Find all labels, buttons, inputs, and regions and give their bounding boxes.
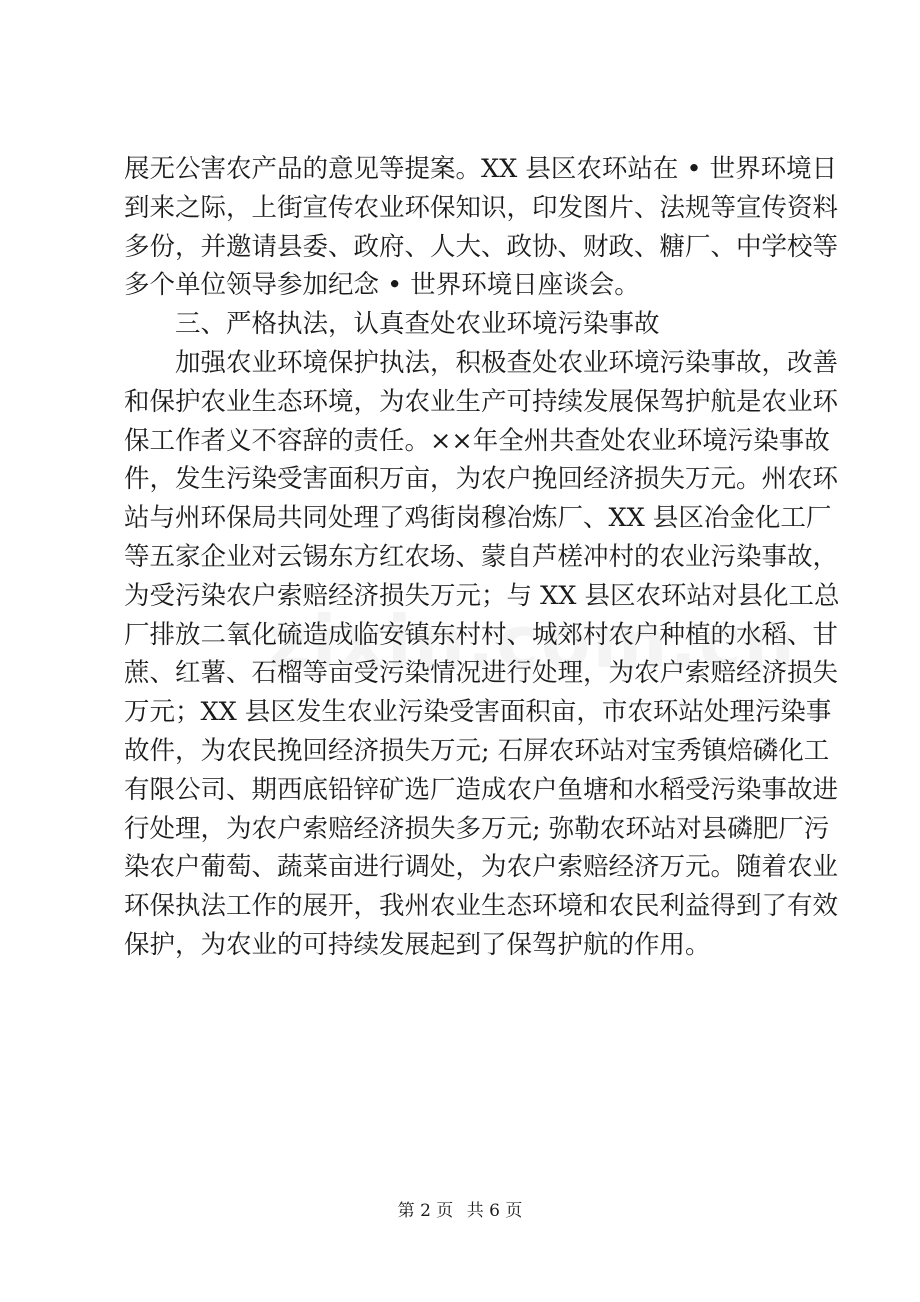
paragraph-line: 等五家企业对云锡东方红农场、蒙自芦槎冲村的农业污染事故， <box>124 541 839 572</box>
paragraph-line: 保护，为农业的可持续发展起到了保驾护航的作用。 <box>124 929 711 960</box>
document-body <box>124 150 840 965</box>
paragraph-line: 多个单位领导参加纪念 • 世界环境日座谈会。 <box>124 270 640 301</box>
page-total: 共 6 页 <box>466 1201 523 1221</box>
paragraph-line: 故件，为农民挽回经济损失万元; 石屏农环站对宝秀镇焙磷化工 <box>124 735 830 766</box>
paragraph-line: 加强农业环境保护执法，积极查处农业环境污染事故，改善 <box>175 347 839 378</box>
paragraph-line: 保工作者义不容辞的责任。××年全州共查处农业环境污染事故 <box>124 425 830 456</box>
paragraph-line: 站与州环保局共同处理了鸡街岗穆冶炼厂、XX 县区冶金化工厂 <box>124 503 832 534</box>
paragraph-line: 蔗、红薯、石榴等亩受污染情况进行处理，为农户索赔经济损失 <box>124 658 839 689</box>
paragraph-line: 到来之际，上街宣传农业环保知识，印发图片、法规等宣传资料 <box>124 192 839 223</box>
paragraph-line: 万元；XX 县区发生农业污染受害面积亩，市农环站处理污染事 <box>124 697 832 728</box>
paragraph-line: 多份，并邀请县委、政府、人大、政协、财政、糖厂、中学校等 <box>124 231 839 262</box>
paragraph-line: 为受污染农户索赔经济损失万元；与 XX 县区农环站对县化工总 <box>124 580 840 611</box>
paragraph-line: 件，发生污染受害面积万亩，为农户挽回经济损失万元。州农环 <box>124 464 839 495</box>
section-heading: 三、严格执法，认真查处农业环境污染事故 <box>175 309 660 340</box>
paragraph-line: 厂排放二氧化硫造成临安镇东村村、城郊村农户种植的水稻、甘 <box>124 619 839 650</box>
paragraph-line: 和保护农业生态环境，为农业生产可持续发展保驾护航是农业环 <box>124 386 839 417</box>
page-number: 第 2 页 <box>397 1201 454 1221</box>
paragraph-line: 染农户葡萄、蔬菜亩进行调处，为农户索赔经济万元。随着农业 <box>124 852 839 883</box>
paragraph-line: 环保执法工作的展开，我州农业生态环境和农民利益得到了有效 <box>124 891 839 922</box>
paragraph-line: 展无公害农产品的意见等提案。XX 县区农环站在 • 世界环境日 <box>124 154 838 184</box>
paragraph-line: 行处理，为农户索赔经济损失多万元; 弥勒农环站对县磷肥厂污 <box>124 813 830 844</box>
page-footer <box>0 1200 920 1222</box>
paragraph-line: 有限公司、期西底铅锌矿选厂造成农户鱼塘和水稻受污染事故进 <box>124 774 839 805</box>
